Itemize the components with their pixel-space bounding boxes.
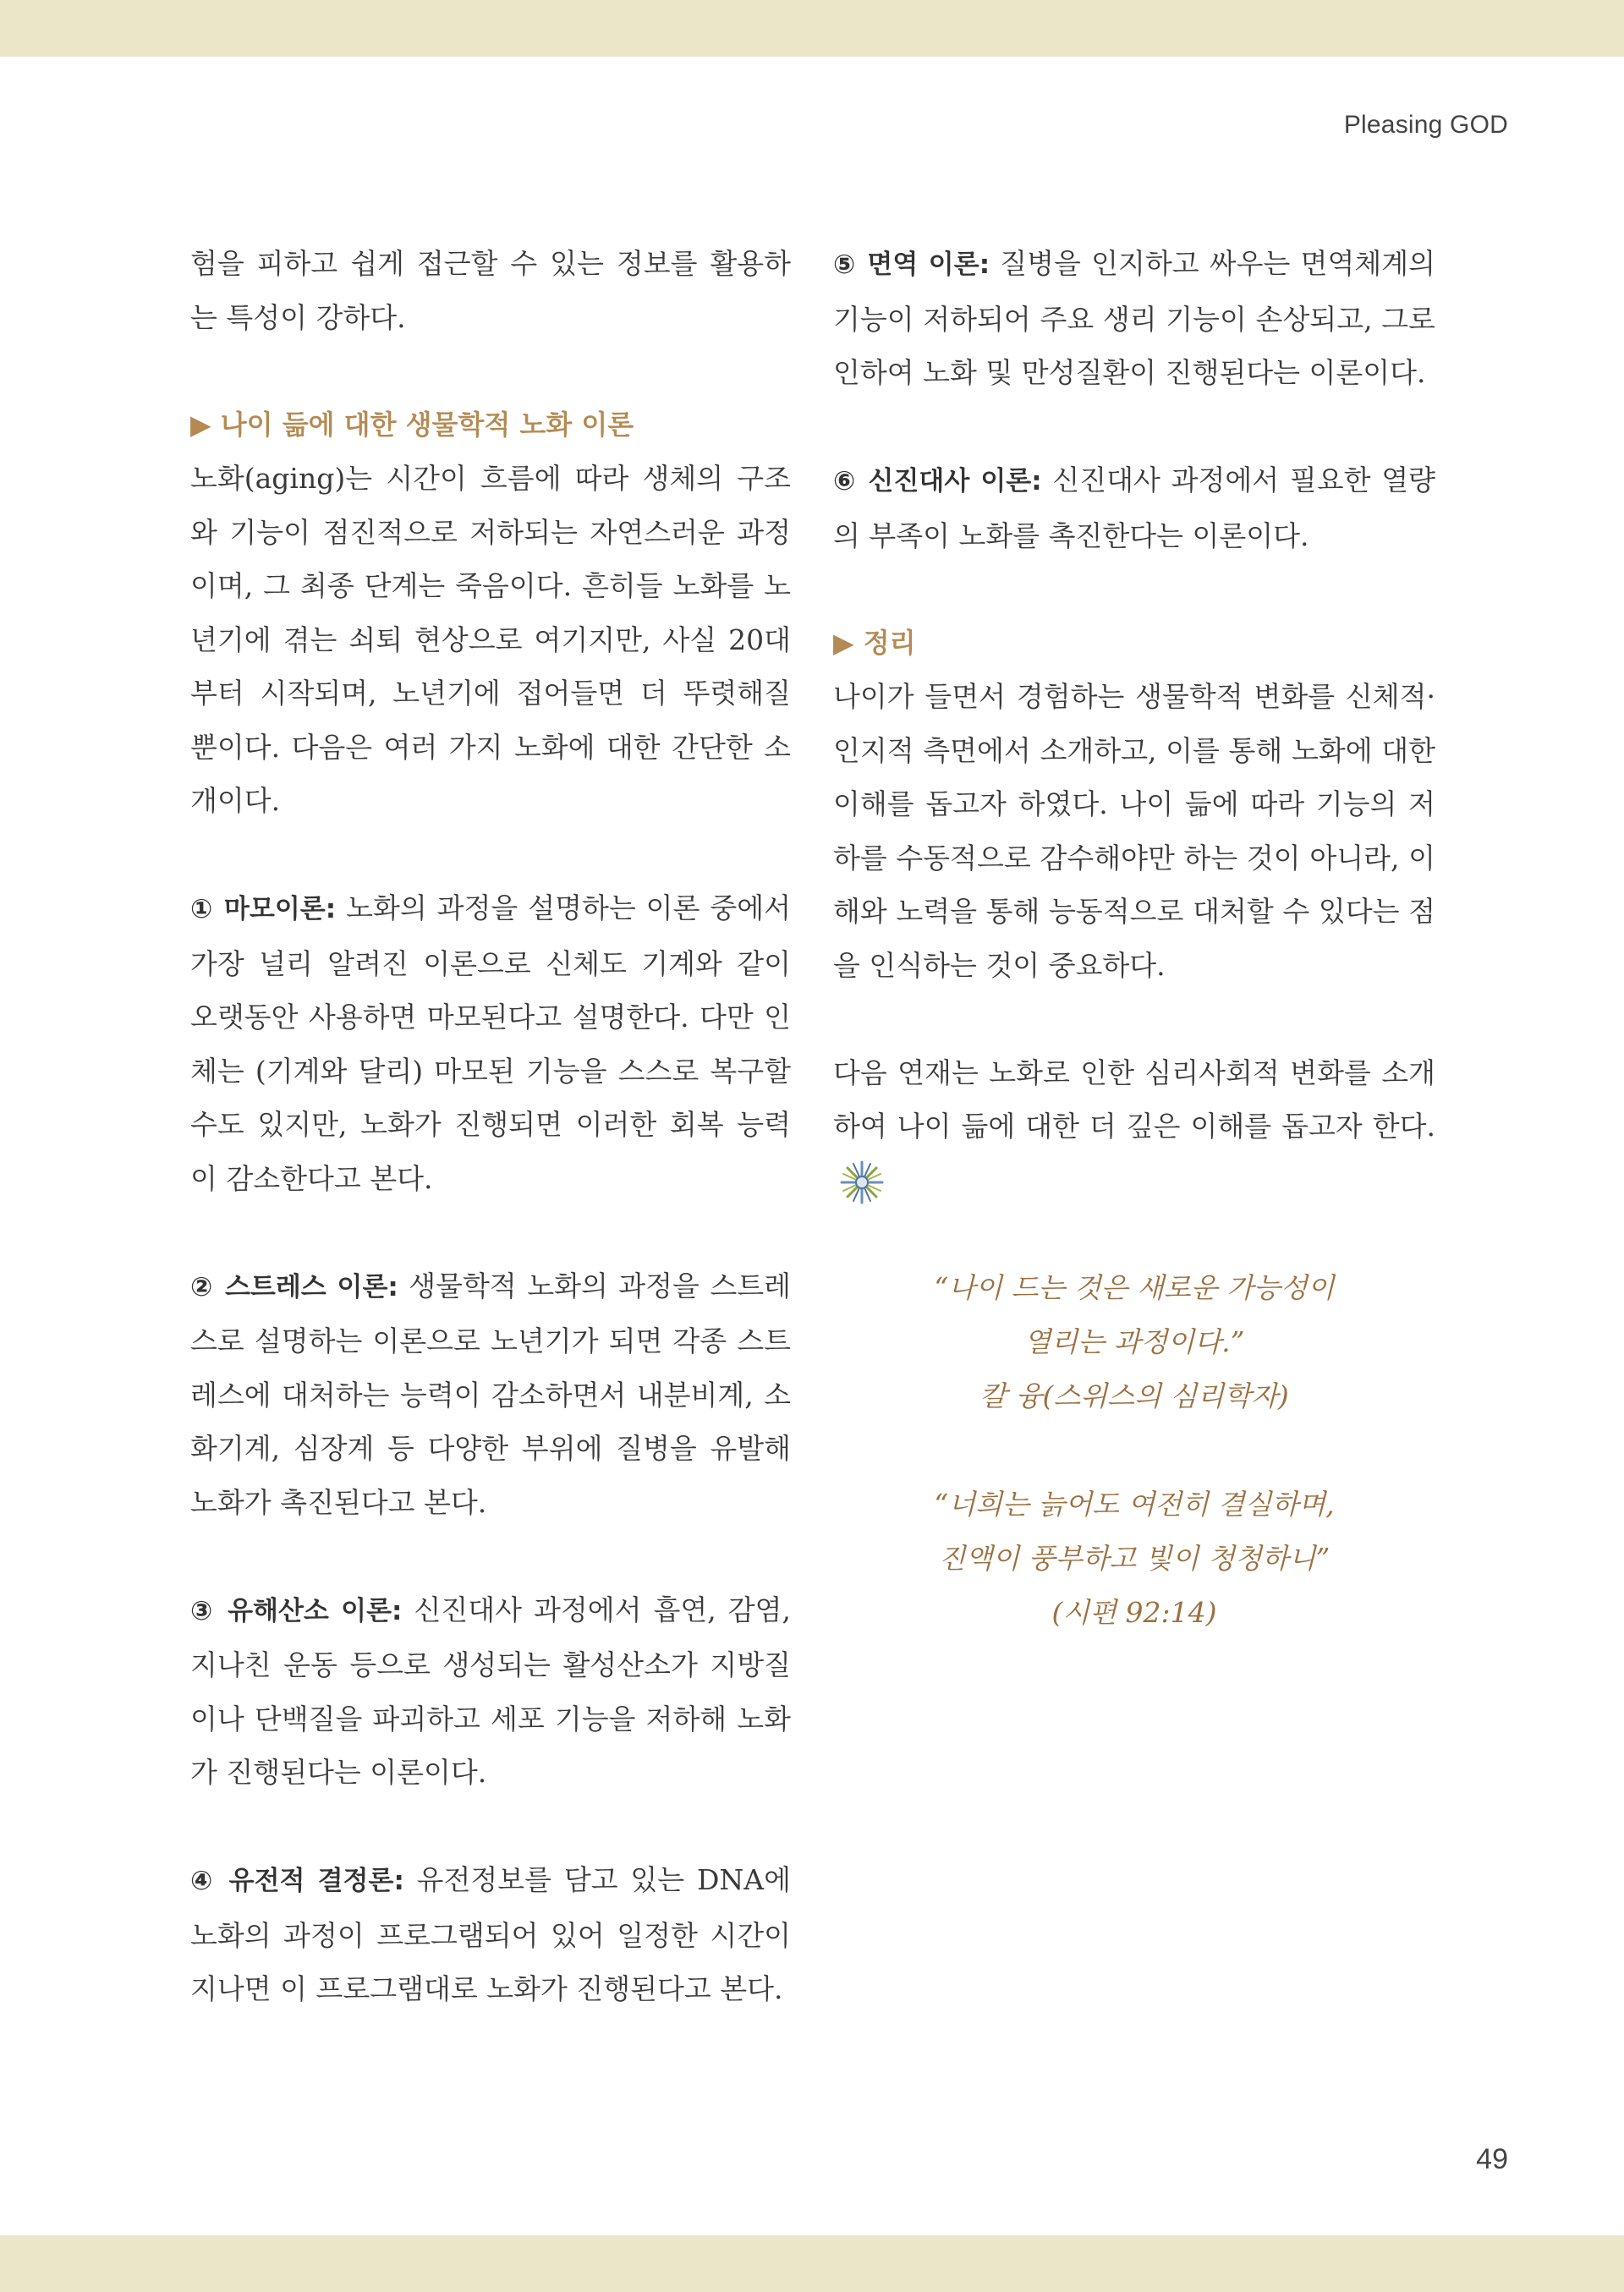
theory-3-text: 신진대사 과정에서 흡연, 감염, 지나친 운동 등으로 생성되는 활성산소가 지방질이나 단백질을 파괴하고 세포 기능을 저하해 노화가 진행된다는 이론이다. [190, 1593, 791, 1789]
section-heading-theories: ▶ 나이 듦에 대한 생물학적 노화 이론 [190, 408, 634, 441]
top-band [0, 0, 1624, 57]
theory-4-term: ④ 유전적 결정론: [190, 1866, 404, 1896]
quote-psalm [833, 1478, 1435, 1640]
theory-6 [833, 453, 1435, 562]
summary-paragraph: 나이가 들면서 경험하는 생물학적 변화를 신체적·인지적 측면에서 소개하고, 이를 통해 노화에 대한 이해를 돕고자 하였다. 나이 듦에 따라 기능의 저하를 수동적으로 감수해야만 하는 것이 아니라, 이해와 노력을 통해 능동적으로 대처할 수 있다는 점을 인식하는 것이 중요하다. [833, 680, 1435, 982]
theory-6-term: ⑥ 신진대사 이론: [833, 466, 1042, 496]
intro-paragraph: 험을 피하고 쉽게 접근할 수 있는 정보를 활용하는 특성이 강하다. [190, 247, 791, 334]
theory-1 [190, 881, 791, 1205]
aging-paragraph: 노화(aging)는 시간이 흐름에 따라 생체의 구조와 기능이 점진적으로 저하되는 자연스러운 과정이며, 그 최종 단계는 죽음이다. 흔히들 노화를 노년기에 겪는 쇠퇴 현상으로 여기지만, 사실 20대부터 시작되며, 노년기에 접어들면 더 뚜렷해질 뿐이다. 다음은 여러 가지 노화에 대한 간단한 소개이다. [190, 462, 791, 817]
next-issue-paragraph [833, 1046, 1435, 1208]
theory-4 [190, 1853, 791, 2016]
theory-1-term: ① 마모이론: [190, 894, 337, 924]
floral-ornament-icon [837, 1157, 887, 1208]
section-heading-summary: ▶ 정리 [833, 626, 916, 659]
quote-jung [833, 1261, 1435, 1423]
quote-jung-line-1: “나이 드는 것은 새로운 가능성이 [934, 1271, 1335, 1304]
quote-psalm-line-1: “너희는 늙어도 여전히 결실하며, [934, 1487, 1335, 1521]
theory-6-text: 신진대사 과정에서 필요한 열량의 부족이 노화를 촉진한다는 이론이다. [833, 463, 1436, 552]
theory-1-text: 노화의 과정을 설명하는 이론 중에서 가장 널리 알려진 이론으로 신체도 기계와 같이 오랫동안 사용하면 마모된다고 설명한다. 다만 인체는 (기계와 달리) 마모된 기능을 스스로 복구할 수도 있지만, 노화가 진행되면 이러한 회복 능력이 감소한다고 본다. [190, 891, 791, 1195]
quote-psalm-source: (시편 92:14) [1051, 1595, 1217, 1629]
bottom-band [0, 2235, 1624, 2292]
next-issue-text: 다음 연재는 노화로 인한 심리사회적 변화를 소개하여 나이 듦에 대한 더 깊은 이해를 돕고자 한다. [833, 1056, 1435, 1143]
left-column [190, 237, 791, 2016]
theory-3-term: ③ 유해산소 이론: [190, 1595, 403, 1626]
page-number: 49 [1476, 2143, 1508, 2175]
theory-2-term: ② 스트레스 이론: [190, 1271, 398, 1302]
theory-5-term: ⑤ 면역 이론: [833, 249, 990, 280]
quote-psalm-line-2: 진액이 풍부하고 빛이 청청하니” [938, 1541, 1330, 1575]
theory-3 [190, 1583, 791, 1800]
right-column [833, 237, 1435, 1693]
running-title: Pleasing GOD [1343, 111, 1508, 139]
theory-4-text: 유전정보를 담고 있는 DNA에 노화의 과정이 프로그램되어 있어 일정한 시간이 지나면 이 프로그램대로 노화가 진행된다고 본다. [190, 1863, 791, 2005]
theory-2-text: 생물학적 노화의 과정을 스트레스로 설명하는 이론으로 노년기가 되면 각종 스트레스에 대처하는 능력이 감소하면서 내분비계, 소화기계, 심장계 등 다양한 부위에 질병을 유발해 노화가 촉진된다고 본다. [190, 1269, 792, 1519]
quote-jung-line-2: 열리는 과정이다.” [1023, 1325, 1245, 1358]
theory-5 [833, 237, 1435, 400]
quote-jung-author: 칼 융(스위스의 심리학자) [979, 1379, 1289, 1412]
theory-5-text: 질병을 인지하고 싸우는 면역체계의 기능이 저하되어 주요 생리 기능이 손상되고, 그로 인하여 노화 및 만성질환이 진행된다는 이론이다. [833, 247, 1435, 389]
theory-2 [190, 1259, 791, 1530]
